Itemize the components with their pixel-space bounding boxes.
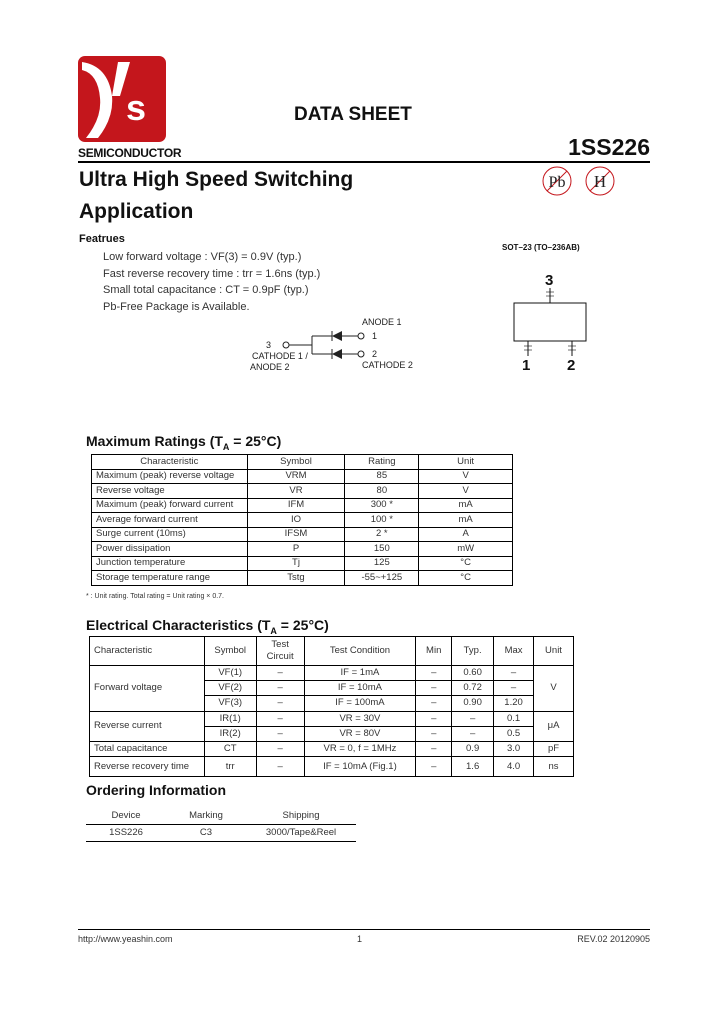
table-row: Average forward current IO 100 * mA: [92, 513, 513, 528]
revision: REV.02 20120905: [577, 934, 650, 944]
svg-text:1: 1: [522, 357, 531, 374]
package-outline: [508, 268, 588, 374]
svg-text:CATHODE 1 /: CATHODE 1 /: [252, 351, 308, 361]
table-row: Reverse recovery time trr – IF = 10mA (Fig.1) – 1.6 4.0 ns: [90, 757, 574, 777]
page-number: 1: [357, 934, 363, 944]
table-row: Forward voltage VF(1) – IF = 1mA – 0.60 – V: [90, 666, 574, 681]
footer-url[interactable]: http://www.yeashin.com: [78, 934, 173, 944]
features-heading: Featrues: [79, 233, 125, 245]
svg-text:Pb: Pb: [548, 174, 566, 191]
feature-item: Fast reverse recovery time : trr = 1.6ns (typ.): [103, 267, 321, 280]
table-row: Junction temperature Tj 125 °C: [92, 556, 513, 571]
svg-text:1: 1: [372, 331, 378, 341]
table-row: 1SS226 C3 3000/Tape&Reel: [86, 825, 356, 842]
company-name: SEMICONDUCTOR: [78, 146, 182, 160]
part-number: 1SS226: [568, 134, 650, 160]
ordering-heading: Ordering Information: [86, 782, 226, 798]
max-ratings-table: [91, 454, 513, 586]
table-row: VF(2) – IF = 10mA – 0.72 –: [90, 681, 574, 696]
svg-text:2: 2: [372, 349, 378, 359]
page-title: Ultra High Speed Switching Application: [79, 168, 354, 223]
halogen-free-badge: [584, 165, 616, 197]
table-header-row: Characteristic Symbol Test Circuit Test Condition Min Typ. Max Unit: [90, 637, 574, 666]
circuit-diagram: [240, 312, 420, 382]
table-row: Maximum (peak) reverse voltage VRM 85 V: [92, 469, 513, 484]
feature-item: Low forward voltage : VF(3) = 0.9V (typ.): [103, 251, 302, 263]
table-header-row: Characteristic Symbol Rating Unit: [92, 455, 513, 470]
table-row: Surge current (10ms) IFSM 2 * A: [92, 527, 513, 542]
svg-text:2: 2: [567, 357, 576, 374]
table-row: Maximum (peak) forward current IFM 300 * mA: [92, 498, 513, 513]
table-row: Reverse current IR(1) – VR = 30V – – 0.1 μA: [90, 711, 574, 726]
electrical-heading: Electrical Characteristics $(T_A = 25^\circ C)$: [86, 617, 329, 636]
table-row: Power dissipation P 150 mW: [92, 542, 513, 557]
svg-text:3: 3: [545, 272, 554, 289]
table-row: IR(2) – VR = 80V – – 0.5: [90, 726, 574, 741]
ratings-note: * : Unit rating. Total rating = Unit rating × 0.7.: [86, 593, 225, 600]
electrical-table: [89, 636, 574, 777]
svg-text:H: H: [593, 172, 607, 191]
table-row: Storage temperature range Tstg -55~+125 °C: [92, 571, 513, 586]
table-row: VF(3) – IF = 100mA – 0.90 1.20: [90, 696, 574, 711]
table-row: Reverse voltage VR 80 V: [92, 484, 513, 499]
feature-item: Pb-Free Package is Available.: [103, 300, 250, 313]
table-row: Total capacitance CT – VR = 0, f = 1MHz – 0.9 3.0 pF: [90, 741, 574, 756]
features-list: [103, 249, 320, 315]
footer-rule: [78, 929, 650, 930]
svg-text:ANODE 1: ANODE 1: [362, 317, 402, 327]
ordering-table: [86, 808, 356, 842]
header-rule: [78, 161, 650, 163]
company-logo: [78, 56, 166, 142]
document-title: DATA SHEET: [294, 104, 412, 125]
svg-text:s: s: [126, 87, 147, 128]
feature-item: Small total capacitance : CT = 0.9pF (typ.): [103, 284, 309, 296]
table-header-row: Device Marking Shipping: [86, 808, 356, 825]
svg-text:3: 3: [266, 340, 272, 350]
max-ratings-heading: Maximum Ratings $(T_A = 25^\circ C)$: [86, 433, 282, 452]
svg-text:CATHODE 2: CATHODE 2: [362, 360, 413, 370]
svg-text:ANODE 2: ANODE 2: [250, 362, 290, 372]
pb-free-badge: [541, 165, 573, 197]
package-label: SOT–23 (TO–236AB): [502, 243, 580, 252]
